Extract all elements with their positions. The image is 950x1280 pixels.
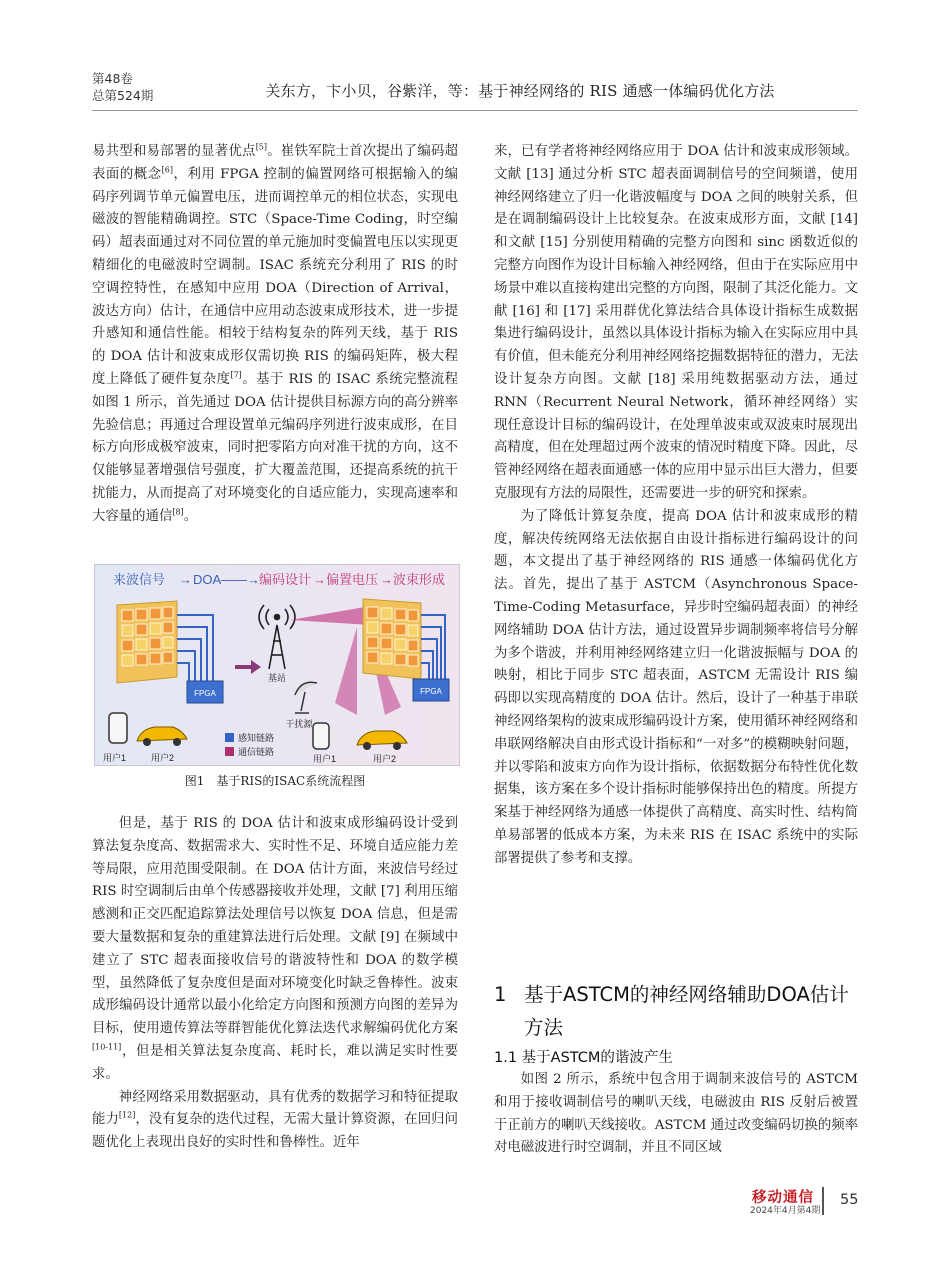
citation: [5]	[255, 142, 268, 152]
flow-label-bias: 偏置电压	[326, 572, 379, 587]
running-title: 关东方，卞小贝，谷紫洋，等：基于神经网络的 RIS 通感一体编码优化方法	[265, 82, 775, 100]
paragraph: 如图 2 所示，系统中包含用于调制来波信号的 ASTCM 和用于接收调制信号的喇叭天线，电磁波由 RIS 反射后被置于正前方的喇叭天线接收。ASTCM 通过改变编码切换的频率对电磁波进行时空调制，并且不同区域	[494, 1072, 858, 1156]
flow-arrow: →	[179, 572, 192, 587]
page-number: 55	[840, 1192, 859, 1208]
phone-icon	[313, 723, 329, 749]
left-column-lower	[92, 813, 458, 1155]
citation: [8]	[172, 507, 184, 517]
volume-number: 第48卷	[92, 71, 133, 86]
flow-label-doa: DOA	[193, 572, 222, 587]
issue-date: 2024年4月第4期	[750, 1206, 821, 1216]
citation: [6]	[161, 165, 173, 175]
section-number: 1	[494, 983, 507, 1006]
fpga-label: FPGA	[194, 689, 216, 698]
footer-divider	[822, 1187, 824, 1215]
paragraph: 为了降低计算复杂度，提高 DOA 估计和波束成形的精度，解决传统网络无法依据自由设计指标进行编码设计的问题，本文提出了基于神经网络的 RIS 通感一体编码优化方法。首先，提出了基于 ASTCM（Asynchronous Space-Time-Coding Metasurface，异步时空编码超表面）的神经网络辅助 DOA 估计方法，通过设置异步调制频率将信号分解为多个谐波，并利用神经网络建立归一化谐波振幅与 DOA 的映射，相比于同步 STC 超表面，ASTCM 无需设计 RIS 编码即以实现高精度的 DOA 估计。然后，设计了一种基于串联神经网络架构的波束成形编码设计方案，使用循环神经网络和串联网络解决自由形式设计指标和“一对多”的模糊映射问题，并以零陷和波束方向作为设计指标，依据数据分布特性优化数据集，该方案在多个设计指标时能够保持出色的精度。所提方案基于神经网络为通感一体提供了高精度、高实时性、结构简单易部署的低成本方案，为未来 RIS 在 ISAC 系统中的实际部署提供了参考和支撑。	[494, 508, 858, 866]
right-column	[494, 141, 858, 871]
user2-label: 用户2	[373, 754, 397, 764]
left-column	[92, 141, 458, 529]
legend-swatch-comm	[225, 747, 234, 756]
user2-label: 用户2	[151, 753, 175, 763]
header-rule	[92, 110, 858, 111]
figure-1	[94, 564, 460, 766]
ris-panel-left	[117, 601, 177, 683]
citation: [7]	[230, 370, 242, 380]
ris-panel-right	[363, 599, 421, 679]
flow-arrow: ——→	[221, 572, 260, 587]
flow-label-coding: 编码设计	[259, 572, 312, 587]
station-label: 基站	[267, 673, 287, 683]
flow-label-beam: 波束形成	[393, 572, 446, 587]
citation: [12]	[118, 1110, 136, 1120]
issue-number: 总第524期	[92, 88, 154, 103]
flow-label-incoming: 来波信号	[113, 572, 166, 587]
fpga-label: FPGA	[420, 687, 442, 696]
section-title: 基于ASTCM的神经网络辅助DOA估计	[524, 983, 849, 1006]
phone-icon	[109, 713, 127, 743]
section-heading	[494, 978, 874, 1044]
citation: [10-11]	[92, 1042, 122, 1052]
paragraph: 来，已有学者将神经网络应用于 DOA 估计和波束成形领域。文献 [13] 通过分析 STC 超表面调制信号的空间频谱，使用神经网络建立了归一化谐波幅度与 DOA 之间的映射关系，但是在调制编码设计上比较复杂。在波束成形方面，文献 [14] 和文献 [15] 分别使用精确的完整方向图和 sinc 函数近似的完整方向图作为设计目标输入神经网络，但由于在实际应用中场景中难以直接构建出完整的方向图，限制了其泛化能力。文献 [16] 和 [17] 采用群优化算法结合具体设计指标生成数据集进行编码设计，虽然以具体设计指标为输入在实际应用中具有价值，但未能充分利用神经网络挖掘数据特征的潜力，无法设计复杂方向图。文献 [18] 采用纯数据驱动方法，通过 RNN（Recurrent Neural Network，循环神经网络）实现任意设计目标的编码设计，在处理单波束或双波束时展现出高精度，但在处理超过两个波束的情况时精度下降。因此，尽管神经网络在超表面通感一体的应用中显示出巨大潜力，但要克服现有方法的局限性，还需要进一步的研究和探索。	[494, 144, 858, 501]
user1-label: 用户1	[313, 754, 337, 764]
section-title-cont: 方法	[524, 1016, 564, 1039]
user1-label: 用户1	[103, 753, 127, 763]
legend-comm: 通信链路	[238, 747, 275, 757]
paragraph: 神经网络采用数据驱动，具有优秀的数据学习和特征提取能力[12]，没有复杂的迭代过程，无需大量计算资源，在回归问题优化上表现出良好的实时性和鲁棒性。近年	[92, 1089, 458, 1151]
flow-diagram	[113, 572, 445, 587]
subsection-body	[494, 1069, 858, 1160]
flow-arrow: →	[380, 572, 393, 587]
journal-logo: 移动通信	[752, 1190, 814, 1206]
subsection-heading: 1.1 基于ASTCM的谐波产生	[494, 1050, 673, 1066]
paragraph: 易共型和易部署的显著优点[5]。崔铁军院士首次提出了编码超表面的概念[6]，利用 FPGA 控制的偏置网络可根据输入的编码序列调节单元偏置电压，进而调控单元的相位状态，实现电磁波的智能精确调控。STC（Space-Time Coding，时空编码）超表面通过对不同位置的单元施加时变偏置电压以实现更精细化的电磁波时空调制。ISAC 系统充分利用了 RIS 的时空调控特性，在感知中应用 DOA（Direction of Arrival，波达方向）估计，在通信中应用动态波束成形技术，进一步提升感知和通信性能。相较于结构复杂的阵列天线，基于 RIS 的 DOA 估计和波束成形仅需切换 RIS 的编码矩阵，极大程度上降低了硬件复杂度[7]。基于 RIS 的 ISAC 系统完整流程如图 1 所示，首先通过 DOA 估计提供目标源方向的高分辨率先验信息；再通过合理设置单元编码序列进行波束成形，在目标方向形成极窄波束，同时把零陷方向对准干扰的方向，这不仅能够显著增强信号强度，扩大覆盖范围，还提高系统的抗干扰能力，从而提高了对环境变化的自适应能力，实现高速率和大容量的通信[8]。	[92, 142, 459, 524]
legend-swatch-sense	[225, 733, 234, 742]
paragraph: 但是，基于 RIS 的 DOA 估计和波束成形编码设计受到算法复杂度高、数据需求大、实时性不足、环境自适应能力差等局限，应用范围受限制。在 DOA 估计方面，来波信号经过 RIS 时空调制后由单个传感器接收并处理，文献 [7] 利用压缩感测和正交匹配追踪算法处理信号以恢复 DOA 信息，但是需要大量数据和复杂的重建算法进行后处理。文献 [9] 在频域中建立了 STC 超表面接收信号的谐波特性和 DOA 的数学模型，虽然降低了复杂度但是面对环境变化时缺乏鲁棒性。波束成形编码设计通常以最小化给定方向图和预测方向图的差异为目标，使用遗传算法等群智能优化算法迭代求解编码优化方案[10-11]，但是相关算法复杂度高、耗时长，难以满足实时性要求。	[92, 816, 458, 1082]
legend-sense: 感知链路	[238, 733, 275, 743]
flow-arrow: →	[313, 572, 326, 587]
jammer-label: 干扰源	[285, 719, 313, 729]
figure-caption: 图1 基于RIS的ISAC系统流程图	[184, 774, 366, 788]
